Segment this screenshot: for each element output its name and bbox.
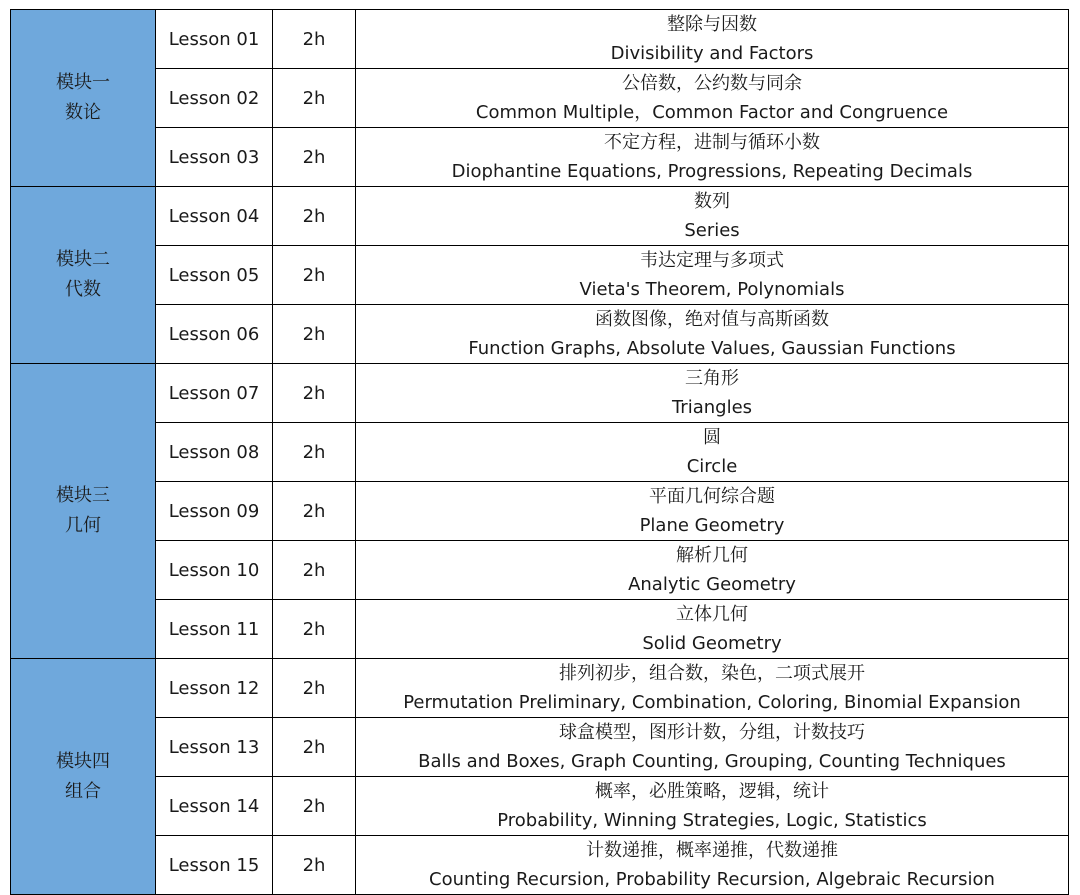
- duration-cell: 2h: [273, 541, 356, 600]
- duration-cell: 2h: [273, 128, 356, 187]
- topic-english: Vieta's Theorem, Polynomials: [579, 279, 845, 300]
- topic-cell: [356, 69, 1069, 128]
- topic-chinese: 公倍数，公约数与同余: [622, 73, 802, 94]
- topic-english: Triangles: [671, 397, 753, 418]
- topic-cell: [356, 364, 1069, 423]
- topic-chinese: 圆: [703, 427, 721, 448]
- table-row: [11, 600, 1069, 659]
- module-cell: [11, 10, 156, 187]
- syllabus-body: [11, 10, 1069, 895]
- topic-english: Solid Geometry: [642, 633, 782, 654]
- topic-english: Common Multiple，Common Factor and Congruence: [475, 102, 949, 123]
- table-row: [11, 482, 1069, 541]
- topic-english: Function Graphs, Absolute Values, Gaussian Functions: [468, 338, 956, 359]
- duration-cell: 2h: [273, 482, 356, 541]
- table-row: [11, 364, 1069, 423]
- duration-cell: 2h: [273, 364, 356, 423]
- topic-cell: [356, 718, 1069, 777]
- lesson-number-cell: Lesson 15: [156, 836, 273, 895]
- duration-cell: 2h: [273, 600, 356, 659]
- syllabus-table: [10, 9, 1069, 895]
- topic-chinese: 立体几何: [676, 604, 748, 625]
- topic-chinese: 整除与因数: [667, 14, 757, 35]
- topic-cell: [356, 836, 1069, 895]
- lesson-number-cell: Lesson 13: [156, 718, 273, 777]
- topic-chinese: 排列初步，组合数，染色，二项式展开: [559, 663, 865, 684]
- topic-chinese: 解析几何: [676, 545, 748, 566]
- module-cell: [11, 187, 156, 364]
- duration-cell: 2h: [273, 718, 356, 777]
- module-cell: [11, 364, 156, 659]
- topic-cell: [356, 482, 1069, 541]
- duration-cell: 2h: [273, 836, 356, 895]
- topic-english: Analytic Geometry: [628, 574, 796, 595]
- module-subject: 数论: [65, 102, 101, 123]
- lesson-number-cell: Lesson 12: [156, 659, 273, 718]
- lesson-number-cell: Lesson 01: [156, 10, 273, 69]
- topic-cell: [356, 423, 1069, 482]
- module-subject: 代数: [65, 279, 101, 300]
- module-subject: 几何: [65, 515, 101, 536]
- topic-english: Series: [684, 220, 740, 241]
- topic-chinese: 概率，必胜策略，逻辑，统计: [595, 781, 829, 802]
- table-row: [11, 541, 1069, 600]
- topic-chinese: 不定方程，进制与循环小数: [604, 132, 820, 153]
- duration-cell: 2h: [273, 777, 356, 836]
- topic-chinese: 球盒模型，图形计数，分组，计数技巧: [559, 722, 865, 743]
- topic-cell: [356, 187, 1069, 246]
- table-row: [11, 246, 1069, 305]
- topic-chinese: 三角形: [685, 368, 739, 389]
- duration-cell: 2h: [273, 659, 356, 718]
- lesson-number-cell: Lesson 09: [156, 482, 273, 541]
- module-subject: 组合: [65, 780, 101, 802]
- lesson-number-cell: Lesson 10: [156, 541, 273, 600]
- topic-cell: [356, 659, 1069, 718]
- duration-cell: 2h: [273, 423, 356, 482]
- table-row: [11, 187, 1069, 246]
- table-row: [11, 659, 1069, 718]
- topic-chinese: 平面几何综合题: [649, 486, 775, 507]
- module-name: 模块三: [56, 485, 110, 506]
- duration-cell: 2h: [273, 305, 356, 364]
- topic-english: Circle: [686, 456, 738, 477]
- topic-cell: [356, 128, 1069, 187]
- table-row: [11, 777, 1069, 836]
- topic-cell: [356, 246, 1069, 305]
- topic-cell: [356, 777, 1069, 836]
- module-name: 模块二: [56, 249, 110, 270]
- lesson-number-cell: Lesson 06: [156, 305, 273, 364]
- topic-chinese: 数列: [694, 191, 730, 212]
- topic-chinese: 计数递推，概率递推，代数递推: [586, 840, 838, 861]
- module-name: 模块一: [56, 72, 110, 93]
- module-name: 模块四: [56, 750, 110, 772]
- topic-english: Plane Geometry: [639, 515, 785, 536]
- table-row: [11, 128, 1069, 187]
- table-row: [11, 423, 1069, 482]
- topic-cell: [356, 541, 1069, 600]
- lesson-number-cell: Lesson 08: [156, 423, 273, 482]
- topic-english: Balls and Boxes, Graph Counting, Grouping, Counting Techniques: [418, 751, 1006, 772]
- lesson-number-cell: Lesson 14: [156, 777, 273, 836]
- topic-english: Probability, Winning Strategies, Logic, Statistics: [497, 810, 927, 831]
- topic-cell: [356, 305, 1069, 364]
- topic-english: Divisibility and Factors: [610, 43, 814, 64]
- topic-cell: [356, 10, 1069, 69]
- lesson-number-cell: Lesson 05: [156, 246, 273, 305]
- topic-chinese: 函数图像，绝对值与高斯函数: [595, 309, 829, 330]
- table-row: [11, 836, 1069, 895]
- duration-cell: 2h: [273, 246, 356, 305]
- module-cell: [11, 659, 156, 895]
- table-row: [11, 69, 1069, 128]
- topic-chinese: 韦达定理与多项式: [640, 250, 784, 271]
- topic-english: Counting Recursion, Probability Recursion, Algebraic Recursion: [429, 869, 995, 890]
- table-row: [11, 718, 1069, 777]
- table-row: [11, 10, 1069, 69]
- table-row: [11, 305, 1069, 364]
- lesson-number-cell: Lesson 03: [156, 128, 273, 187]
- duration-cell: 2h: [273, 10, 356, 69]
- topic-english: Permutation Preliminary, Combination, Coloring, Binomial Expansion: [403, 692, 1021, 713]
- topic-english: Diophantine Equations, Progressions, Repeating Decimals: [451, 161, 973, 182]
- lesson-number-cell: Lesson 07: [156, 364, 273, 423]
- lesson-number-cell: Lesson 04: [156, 187, 273, 246]
- lesson-number-cell: Lesson 02: [156, 69, 273, 128]
- lesson-number-cell: Lesson 11: [156, 600, 273, 659]
- duration-cell: 2h: [273, 69, 356, 128]
- topic-cell: [356, 600, 1069, 659]
- duration-cell: 2h: [273, 187, 356, 246]
